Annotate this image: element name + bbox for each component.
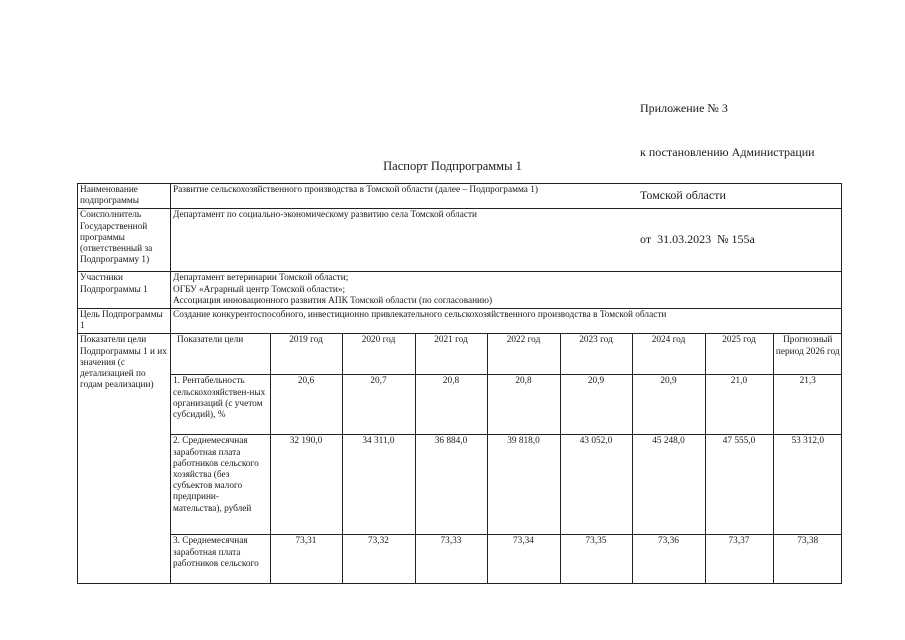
indicator-value: 20,6 <box>270 375 342 435</box>
participant-3: Ассоциация инновационного развития АПК Томской области (по согласованию) <box>173 295 493 306</box>
indicator-value: 73,36 <box>632 535 705 584</box>
header-year: 2022 год <box>487 334 560 375</box>
row-goal <box>78 309 842 334</box>
table-row <box>171 375 842 435</box>
indicator-value: 73,32 <box>342 535 415 584</box>
appendix-line-4: от 31.03.2023 № 155а <box>640 231 755 246</box>
row-name <box>78 184 842 209</box>
indicator-name: 2. Среднемесячная заработная плата работников сельского хозяйства (без субъектов малого предприни-мательства), рублей <box>171 435 270 535</box>
indicator-value: 20,7 <box>342 375 415 435</box>
indicator-value: 32 190,0 <box>270 435 342 535</box>
indicator-value: 20,9 <box>632 375 705 435</box>
indicator-value: 43 052,0 <box>560 435 632 535</box>
document-title: Паспорт Подпрограммы 1 <box>383 159 522 173</box>
indicator-value: 39 818,0 <box>487 435 560 535</box>
row-label: Участники Подпрограммы 1 <box>78 272 171 309</box>
indicator-value: 73,37 <box>705 535 773 584</box>
indicator-value: 20,8 <box>415 375 487 435</box>
row-label: Показатели цели Подпрограммы 1 и их значения (с детализацией по годам реализации) <box>78 334 171 584</box>
header-year: 2024 год <box>632 334 705 375</box>
row-value <box>171 272 842 309</box>
appendix-line-1: Приложение № 3 <box>640 101 728 115</box>
row-label: Наименование подпрограммы <box>78 184 171 209</box>
participant-2: ОГБУ «Аграрный центр Томской области»; <box>173 284 346 295</box>
indicator-value: 45 248,0 <box>632 435 705 535</box>
header-year: Прогнозный период 2026 год <box>773 334 842 375</box>
indicator-value: 73,31 <box>270 535 342 584</box>
header-indicator-name: Показатели цели <box>171 334 270 375</box>
header-year: 2021 год <box>415 334 487 375</box>
indicator-value: 20,9 <box>560 375 632 435</box>
header-year: 2020 год <box>342 334 415 375</box>
row-value: Создание конкурентоспособного, инвестиционно привлекательного сельскохозяйственного производства в Томской области <box>171 309 842 334</box>
row-value: Развитие сельскохозяйственного производства в Томской области (далее – Подпрограмма 1) <box>171 184 842 209</box>
indicators-header <box>171 334 842 375</box>
header-year: 2023 год <box>560 334 632 375</box>
indicator-value: 20,8 <box>487 375 560 435</box>
indicator-value: 53 312,0 <box>773 435 842 535</box>
indicator-value: 47 555,0 <box>705 435 773 535</box>
indicator-value: 73,34 <box>487 535 560 584</box>
indicator-value: 73,38 <box>773 535 842 584</box>
table-row <box>171 535 842 584</box>
row-participants <box>78 272 842 309</box>
indicator-name: 1. Рентабельность сельскохозяйствен-ных организаций (с учетом субсидий), % <box>171 375 270 435</box>
appendix-line-2: к постановлению Администрации <box>640 144 815 159</box>
row-label: Соисполнитель Государственной программы (ответственный за Подпрограмму 1) <box>78 209 171 272</box>
participant-1: Департамент ветеринарии Томской области; <box>173 273 349 284</box>
indicator-value: 36 884,0 <box>415 435 487 535</box>
header-year: 2019 год <box>270 334 342 375</box>
appendix-line-3: Томской области <box>640 188 726 202</box>
passport-table <box>77 183 842 584</box>
header-year: 2025 год <box>705 334 773 375</box>
indicators-cell <box>171 334 842 584</box>
indicator-value: 34 311,0 <box>342 435 415 535</box>
row-value: Департамент по социально-экономическому развитию села Томской области <box>171 209 842 272</box>
table-row <box>171 435 842 535</box>
row-coexecutor <box>78 209 842 272</box>
row-label: Цель Подпрограммы 1 <box>78 309 171 334</box>
indicator-value: 21,3 <box>773 375 842 435</box>
indicator-value: 73,35 <box>560 535 632 584</box>
indicators-table <box>171 334 842 583</box>
indicator-name: 3. Среднемесячная заработная плата работников сельского <box>171 535 270 584</box>
indicator-value: 73,33 <box>415 535 487 584</box>
indicator-value: 21,0 <box>705 375 773 435</box>
row-indicators <box>78 334 842 584</box>
